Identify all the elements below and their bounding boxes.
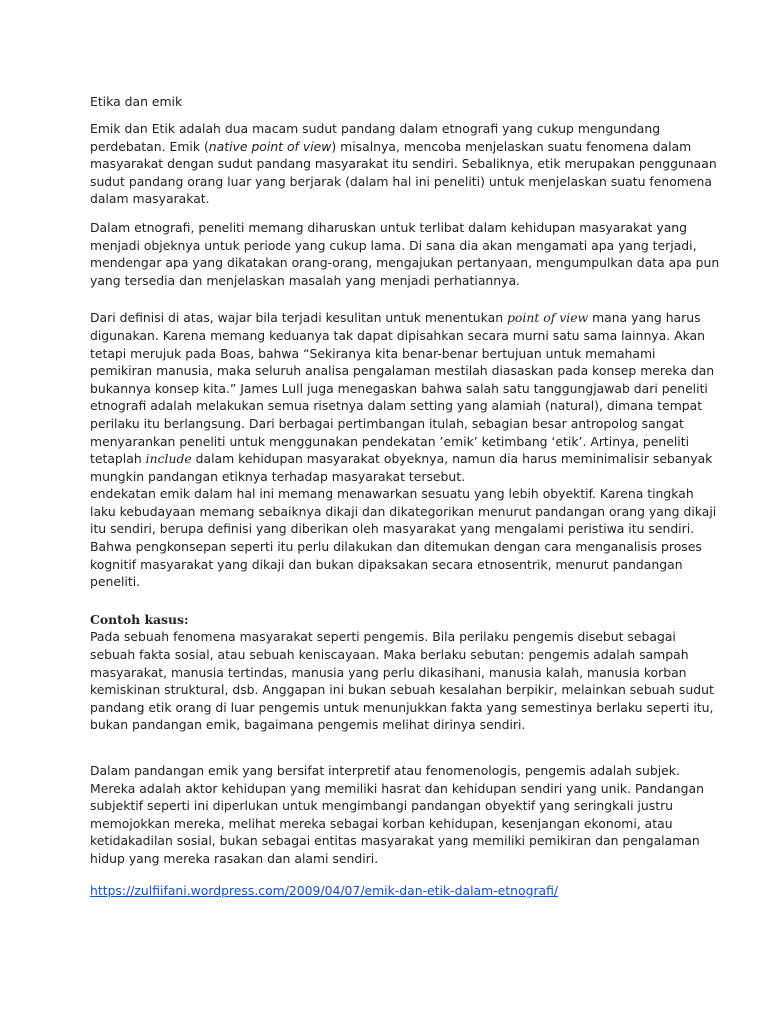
text-line: Pada sebuah fenomena masyarakat seperti pengemis. Bila perilaku pengemis disebut sebagai — [90, 629, 676, 645]
text-line: mendengar apa yang dikatakan orang-orang, mengajukan pertanyaan, mengumpulkan data apa pun — [90, 255, 720, 271]
italic-term: native point of view — [208, 138, 332, 154]
text-line: hidup yang mereka rasakan dan alami sendiri. — [90, 850, 379, 866]
text-line — [90, 138, 690, 156]
text-segment: tetaplah — [90, 451, 146, 467]
text-line: sudut pandang orang luar yang berjarak (dalam hal ini peneliti) untuk menjelaskan suatu fenomena — [90, 173, 712, 189]
italic-term: include — [145, 451, 192, 467]
text-line: endekatan emik dalam hal ini memang menawarkan sesuatu yang lebih obyektif. Karena tingkah — [90, 486, 694, 502]
text-segment: dalam kehidupan masyarakat obyeknya, namun dia harus meminimalisir sebanyak — [191, 451, 713, 467]
text-line: perilaku itu berlangsung. Dari berbagai pertimbangan itulah, sebagian besar antropolog sangat — [90, 415, 684, 431]
text-line: memojokkan mereka, melihat mereka sebagai korban kehidupan, kesenjangan ekonomi, atau — [90, 815, 673, 831]
text-line: masyarakat, manusia tertindas, manusia yang perlu dikasihani, manusia kalah, manusia korban — [90, 664, 687, 680]
text-line: laku kebudayaan memang sebaiknya dikaji dan dikategorikan menurut pandangan orang yang dikaji — [90, 503, 717, 519]
text-line: pandang etik orang di luar pengemis untuk menunjukkan fakta yang semestinya berlaku seperti itu, — [90, 699, 714, 715]
text-segment: perdebatan. Emik ( — [90, 138, 209, 154]
text-line: ketidakadilan sosial, bukan sebagai entitas masyarakat yang memiliki pemikiran dan pengalaman — [90, 833, 700, 849]
text-line: tetapi merujuk pada Boas, bahwa “Sekiranya kita benar-benar bertujuan untuk memahami — [90, 345, 656, 361]
text-line: sebuah fakta sosial, atau sebuah keniscayaan. Maka berlaku sebutan: pengemis adalah sampah — [90, 647, 689, 663]
text-line: Mereka adalah aktor kehidupan yang memiliki hasrat dan kehidupan sendiri yang unik. Pandangan — [90, 780, 704, 796]
text-line: kognitif masyarakat yang dikaji dan bukan dipaksakan secara etnosentrik, menurut pandangan — [90, 556, 683, 572]
document-body — [90, 93, 720, 899]
text-line: digunakan. Karena memang keduanya tak dapat dipisahkan secara murni satu sama lainnya. Akan — [90, 327, 705, 343]
text-line: etnografi adalah melakukan semua risetnya dalam setting yang alamiah (natural), dimana tempat — [90, 398, 703, 414]
text-line: bukan pandangan emik, bagaimana pengemis melihat dirinya sendiri. — [90, 717, 526, 733]
italic-term: point of view — [507, 310, 589, 326]
text-segment: mana yang harus — [588, 310, 701, 326]
text-line: masyarakat dengan sudut pandang masyarakat itu sendiri. Sebaliknya, etik merupakan penggunaan — [90, 156, 717, 172]
case-heading: Contoh kasus: — [90, 611, 189, 627]
text-line: yang tersedia dan menjelaskan masalah yang menjadi perhatiannya. — [90, 272, 520, 288]
paragraph-point-of-view — [90, 309, 717, 591]
text-line: Emik dan Etik adalah dua macam sudut pandang dalam etnografi yang cukup mengundang — [90, 121, 661, 136]
document-title: Etika dan emik — [90, 94, 183, 109]
text-line: kemiskinan struktural, dsb. Anggapan ini bukan sebuah kesalahan berpikir, melainkan sebuah sudut — [90, 682, 714, 698]
paragraph-emik-view — [90, 762, 704, 868]
text-line: bukannya konsep kita.” James Lull juga menegaskan bahwa salah satu tanggungjawab dari peneliti — [90, 380, 708, 396]
source-link[interactable]: https://zulfiifani.wordpress.com/2009/04/07/emik-dan-etik-dalam-etnografi/ — [90, 882, 559, 898]
text-line: dalam masyarakat. — [90, 191, 210, 207]
text-line: pemikiran manusia, maka seluruh analisa pengalaman mestilah diasaskan pada konsep mereka dan — [90, 363, 715, 379]
text-line — [90, 450, 713, 468]
text-line: peneliti. — [90, 574, 141, 590]
text-line: menyarankan peneliti untuk menggunakan pendekatan ’emik’ ketimbang ‘etik’. Artinya, peneliti — [90, 433, 690, 449]
case-example-section — [90, 611, 714, 734]
text-line: Dalam etnografi, peneliti memang diharuskan untuk terlibat dalam kehidupan masyarakat yang — [90, 219, 688, 235]
text-line: mungkin pandangan etiknya terhadap masyarakat tersebut. — [90, 468, 466, 484]
text-line: Bahwa pengkonsepan seperti itu perlu dilakukan dan ditemukan dengan cara menganalisis proses — [90, 539, 702, 555]
paragraph-emik-etik-intro — [90, 120, 717, 208]
text-line: subjektif seperti ini diperlukan untuk mengimbangi pandangan obyektif yang seringkali justru — [90, 798, 674, 814]
text-line: itu sendiri, berupa definisi yang diberikan oleh masyarakat yang mengalami peristiwa itu sendiri. — [90, 521, 695, 537]
text-line: menjadi objeknya untuk periode yang cukup lama. Di sana dia akan mengamati apa yang terjadi, — [90, 237, 697, 253]
text-line: Dalam pandangan emik yang bersifat interpretif atau fenomenologis, pengemis adalah subjek. — [90, 763, 680, 778]
text-line — [90, 309, 701, 327]
text-segment: Dari definisi di atas, wajar bila terjadi kesulitan untuk menentukan — [90, 310, 507, 326]
paragraph-ethnography — [90, 219, 720, 289]
text-segment: ) misalnya, mencoba menjelaskan suatu fenomena dalam — [331, 138, 692, 154]
